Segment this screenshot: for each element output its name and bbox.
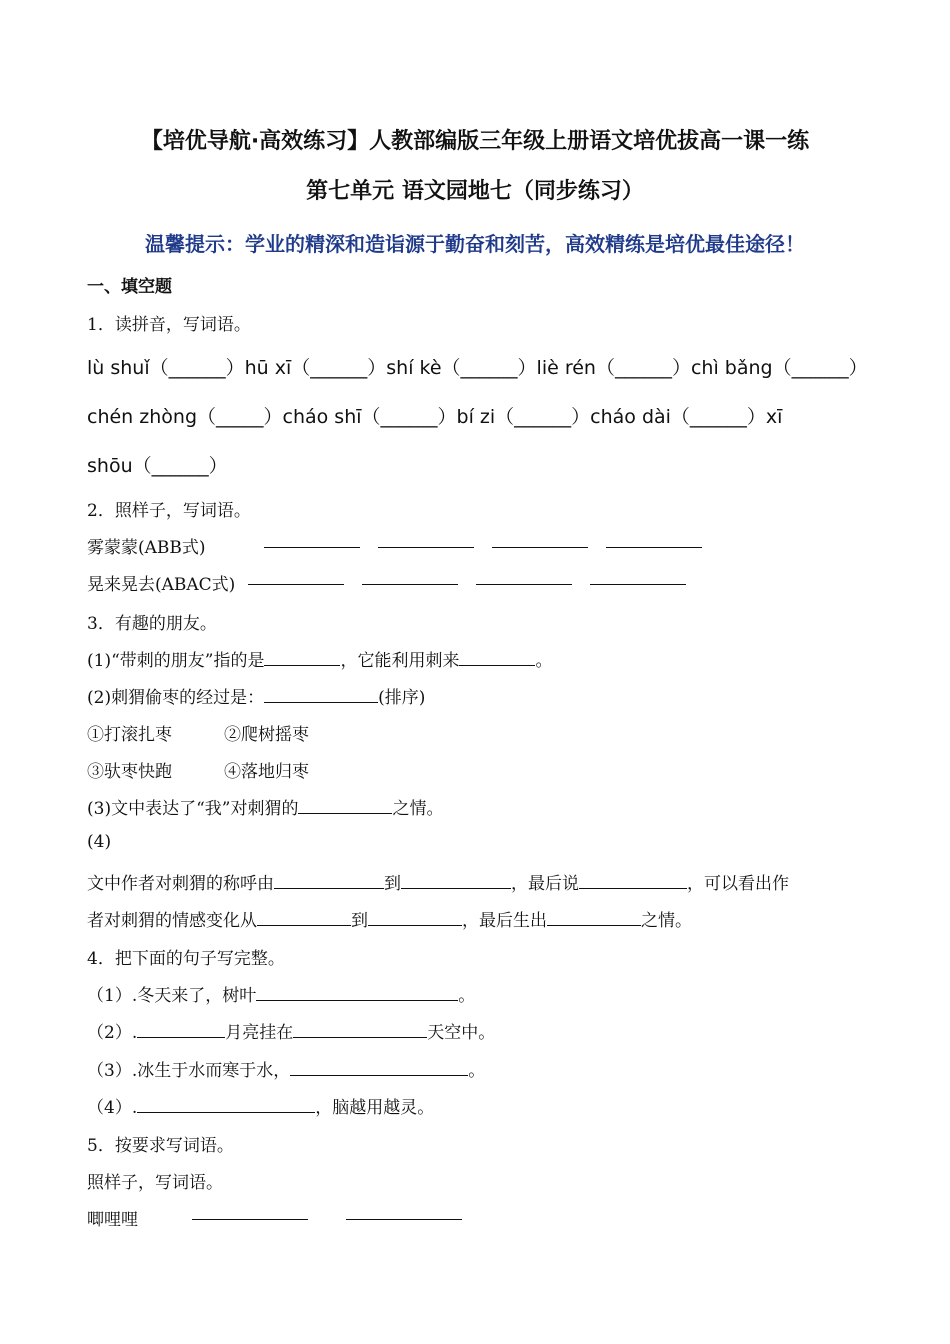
answer-blank[interactable]	[257, 911, 351, 926]
q3-sub-1	[87, 646, 552, 671]
answer-blank[interactable]	[590, 570, 686, 585]
answer-blank[interactable]	[264, 533, 360, 548]
answer-blank[interactable]	[606, 533, 702, 548]
q3-s1-text-c: 。	[535, 651, 553, 671]
answer-blank[interactable]	[192, 1205, 308, 1220]
q5-prompt: 5．按要求写词语。	[87, 1136, 234, 1156]
q3-s4-text-d: ，可以看出作	[687, 874, 789, 894]
answer-blank[interactable]	[492, 533, 588, 548]
tip-banner: 温馨提示：学业的精深和造诣源于勤奋和刻苦，高效精练是培优最佳途径！	[145, 232, 805, 256]
answer-blank[interactable]	[579, 874, 687, 889]
q5-blanks	[192, 1205, 462, 1224]
q3-prompt: 3．有趣的朋友。	[87, 614, 217, 634]
q3-option-1: ①打滚扎枣	[87, 725, 172, 745]
q2-abb-blanks	[264, 533, 702, 552]
answer-blank[interactable]	[137, 1098, 315, 1113]
q1-pinyin-row-2: chén zhòng（_____）cháo shī（______）bí zi（______）cháo dài（______）xī	[87, 406, 783, 428]
q3-sub-4-label: (4)	[87, 832, 112, 852]
answer-blank[interactable]	[264, 651, 340, 666]
q3-s4-text-f: 到	[351, 911, 368, 931]
q4-sentence-1	[87, 981, 475, 1006]
q3-s4-text-b: 到	[384, 874, 401, 894]
q3-s4-text-c: ，最后说	[511, 874, 579, 894]
page-title: 【培优导航·高效练习】人教部编版三年级上册语文培优拔高一课一练	[140, 129, 810, 154]
answer-blank[interactable]	[248, 570, 344, 585]
q1-pinyin-row-1: lù shuǐ（______）hū xī（______）shí kè（______）liè rén（______）chì bǎng（______）	[87, 357, 868, 379]
q3-option-4: ④落地归枣	[224, 762, 309, 782]
section-heading: 一、填空题	[87, 277, 172, 297]
q3-s2-text-b: (排序)	[378, 688, 426, 708]
q2-prompt: 2．照样子，写词语。	[87, 501, 251, 521]
q3-s1-text-a: (1)“带刺的朋友”指的是	[87, 651, 265, 671]
q3-s2-text-a: (2)刺猬偷枣的经过是：	[87, 688, 265, 708]
q2-item-abac	[87, 570, 235, 595]
q4-s2-text-c: 天空中。	[427, 1023, 496, 1043]
q3-option-2: ②爬树摇枣	[224, 725, 309, 745]
q2-item-abb	[87, 533, 206, 558]
q2-item-abb-label: 雾蒙蒙(ABB式)	[87, 538, 206, 558]
q3-sub-4-line-2	[87, 906, 692, 931]
q5-subprompt: 照样子，写词语。	[87, 1173, 223, 1193]
q3-s3-text-a: (3)文中表达了“我”对刺猬的	[87, 799, 299, 819]
q4-s1-text-a: （1）.冬天来了，树叶	[87, 986, 257, 1006]
answer-blank[interactable]	[459, 651, 535, 666]
q3-s1-text-b: ，它能利用刺来	[340, 651, 460, 671]
q3-option-3: ③驮枣快跑	[87, 762, 172, 782]
q4-s4-text-b: ，脑越用越灵。	[315, 1098, 435, 1118]
q3-s3-text-b: 之情。	[392, 799, 444, 819]
q1-prompt: 1．读拼音，写词语。	[87, 315, 251, 335]
answer-blank[interactable]	[264, 688, 378, 703]
answer-blank[interactable]	[476, 570, 572, 585]
answer-blank[interactable]	[401, 874, 511, 889]
q4-s4-text-a: （4）.	[87, 1098, 138, 1118]
q4-s3-text-a: （3）.冰生于水而寒于水，	[87, 1061, 291, 1081]
q3-sub-4-line-1	[87, 869, 789, 894]
answer-blank[interactable]	[137, 1023, 225, 1038]
q4-sentence-3	[87, 1056, 485, 1081]
q3-s4-text-h: 之情。	[641, 911, 692, 931]
q3-s4-text-a: 文中作者对刺猬的称呼由	[87, 874, 274, 894]
page-subtitle: 第七单元 语文园地七（同步练习）	[306, 179, 644, 204]
q3-sub-2	[87, 683, 425, 708]
answer-blank[interactable]	[368, 911, 462, 926]
answer-blank[interactable]	[256, 986, 458, 1001]
answer-blank[interactable]	[274, 874, 384, 889]
q2-item-abac-label: 晃来晃去(ABAC式)	[87, 575, 236, 595]
answer-blank[interactable]	[298, 799, 392, 814]
q3-s4-text-g: ，最后生出	[462, 911, 547, 931]
q4-s2-text-a: （2）.	[87, 1023, 138, 1043]
q2-abac-blanks	[248, 570, 686, 589]
q4-s2-text-b: 月亮挂在	[225, 1023, 294, 1043]
answer-blank[interactable]	[378, 533, 474, 548]
answer-blank[interactable]	[290, 1061, 468, 1076]
q1-pinyin-row-3: shōu（______）	[87, 455, 228, 477]
q3-s4-text-e: 者对刺猬的情感变化从	[87, 911, 257, 931]
q4-sentence-2	[87, 1018, 495, 1043]
q3-sub-3	[87, 794, 443, 819]
q5-item-1: 唧哩哩	[87, 1210, 138, 1230]
q4-s1-text-b: 。	[458, 986, 476, 1006]
q4-prompt: 4．把下面的句子写完整。	[87, 949, 285, 969]
q4-sentence-4	[87, 1093, 434, 1118]
answer-blank[interactable]	[547, 911, 641, 926]
q4-s3-text-b: 。	[468, 1061, 486, 1081]
answer-blank[interactable]	[362, 570, 458, 585]
answer-blank[interactable]	[293, 1023, 427, 1038]
answer-blank[interactable]	[346, 1205, 462, 1220]
